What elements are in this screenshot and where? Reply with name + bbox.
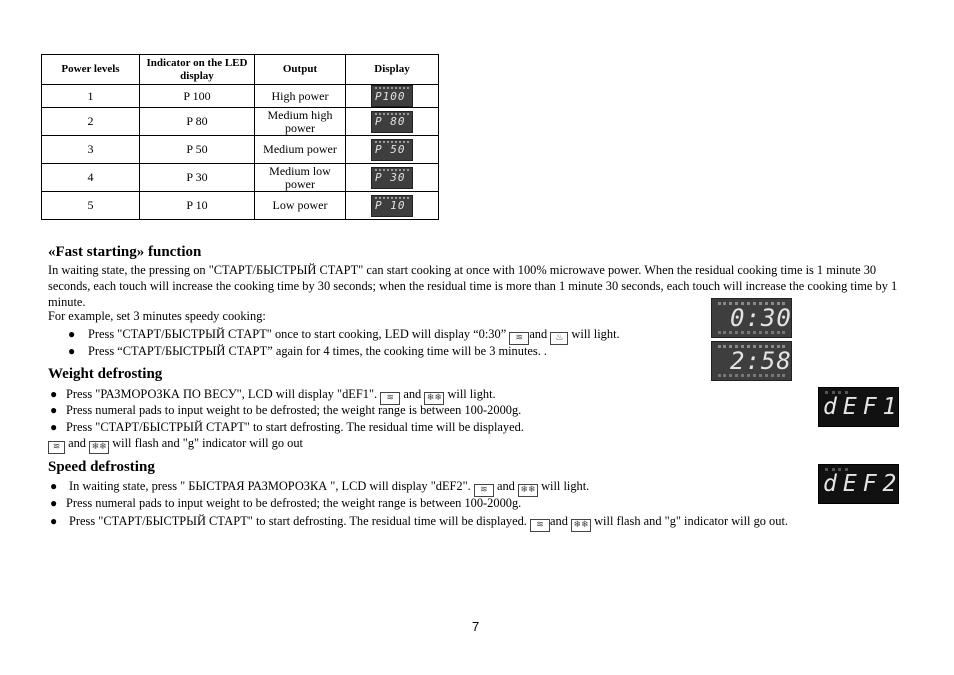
led-display xyxy=(371,111,413,133)
will-light-text: will light. xyxy=(447,387,496,401)
cell-level: 3 xyxy=(42,136,140,164)
will-light-text: will light. xyxy=(571,327,620,341)
lcd-display-def1 xyxy=(818,387,903,427)
cell-level: 2 xyxy=(42,108,140,136)
cell-display xyxy=(346,108,439,136)
header-output: Output xyxy=(255,55,346,85)
bullet: ● xyxy=(50,496,58,510)
and-text: and xyxy=(403,387,422,401)
bullet: ● xyxy=(50,514,58,528)
cell-indicator: P 10 xyxy=(140,192,255,220)
lcd-display-0-30 xyxy=(711,298,792,338)
microwave-icon: ≋ xyxy=(509,332,529,345)
lcd-display-2-58 xyxy=(711,341,792,381)
cell-level: 5 xyxy=(42,192,140,220)
led-display xyxy=(371,85,413,107)
bullet: ● xyxy=(50,420,58,434)
and-text: and xyxy=(68,436,86,450)
will-flash-text: will flash and "g" indicator will go out xyxy=(112,436,304,450)
weight-tail xyxy=(48,435,303,454)
lcd-text: 0:30 xyxy=(730,304,792,332)
table-row xyxy=(42,136,439,164)
header-power-levels: Power levels xyxy=(42,55,140,85)
fast-bullet-2: Press “СТАРТ/БЫСТРЫЙ СТАРТ” again for 4 times, the cooking time will be 3 minutes. . xyxy=(88,344,548,358)
speed-bullet-1-text: In waiting state, press " БЫСТРАЯ РАЗМОРОЗКА ", LCD will display "dEF2". xyxy=(69,479,471,493)
cell-indicator: P 100 xyxy=(140,85,255,108)
page-number: 7 xyxy=(472,619,480,634)
weight-bullet-1-text: Press "РАЗМОРОЗКА ПО ВЕСУ", LCD will display "dEF1". xyxy=(66,387,378,401)
led-text: P100 xyxy=(375,89,406,103)
fast-bullet-1-text: Press "СТАРТ/БЫСТРЫЙ СТАРТ" once to start cooking, LED will display “0:30” xyxy=(88,327,507,341)
cell-indicator: P 30 xyxy=(140,164,255,192)
snowflake-icon: ❄❄ xyxy=(571,519,591,532)
cell-level: 1 xyxy=(42,85,140,108)
table-row xyxy=(42,85,439,108)
will-light-text: will light. xyxy=(541,479,590,493)
bullet: ● xyxy=(50,403,58,417)
weight-defrost-heading: Weight defrosting xyxy=(48,366,163,382)
and-text: and xyxy=(529,327,548,341)
cell-display xyxy=(346,136,439,164)
cell-display xyxy=(346,164,439,192)
power-levels-table xyxy=(41,54,439,220)
lcd-text: dEF2 xyxy=(823,471,903,497)
fast-start-paragraph: In waiting state, the pressing on "СТАРТ/БЫСТРЫЙ СТАРТ" can start cooking at once with 100% microwave power. When the residual cooking time is 1 minute 30 seconds, each touch will increase the cooking time by 30 seconds; when the residual time is more than 1 minute 30 seconds, each touch will increase the cooking time by 1 minute. xyxy=(48,263,898,309)
cooking-icon: ♨ xyxy=(550,332,568,345)
microwave-icon: ≋ xyxy=(474,484,494,497)
table-header-row xyxy=(42,55,439,85)
led-text: P 30 xyxy=(375,171,406,184)
lcd-text: dEF1 xyxy=(823,394,903,420)
will-flash-text: will flash and "g" indicator will go out. xyxy=(594,514,788,528)
microwave-icon: ≋ xyxy=(48,441,65,454)
weight-bullet-2: Press numeral pads to input weight to be defrosted; the weight range is between 100-2000g. xyxy=(66,403,522,417)
snowflake-icon: ❄❄ xyxy=(424,392,444,405)
speed-bullet-3 xyxy=(69,513,788,532)
and-text: and xyxy=(496,479,515,493)
cell-output: Medium high power xyxy=(255,108,346,136)
led-display xyxy=(371,139,413,161)
bullet: ● xyxy=(68,344,76,358)
cell-output: Medium power xyxy=(255,136,346,164)
cell-output: Medium low power xyxy=(255,164,346,192)
microwave-icon: ≋ xyxy=(380,392,400,405)
lcd-display-def2 xyxy=(818,464,903,504)
led-text: P 80 xyxy=(375,115,406,128)
bullet: ● xyxy=(50,479,58,493)
header-display: Display xyxy=(346,55,439,85)
and-text: and xyxy=(550,514,568,528)
microwave-icon: ≋ xyxy=(530,519,550,532)
snowflake-icon: ❄❄ xyxy=(89,441,109,454)
snowflake-icon: ❄❄ xyxy=(518,484,538,497)
cell-indicator: P 50 xyxy=(140,136,255,164)
cell-display xyxy=(346,85,439,108)
bullet: ● xyxy=(68,327,76,341)
bullet: ● xyxy=(50,387,58,401)
table-row xyxy=(42,108,439,136)
cell-output: High power xyxy=(255,85,346,108)
table-row xyxy=(42,192,439,220)
led-display xyxy=(371,167,413,189)
fast-start-example: For example, set 3 minutes speedy cooking: xyxy=(48,309,266,323)
led-text: P 50 xyxy=(375,143,406,156)
cell-level: 4 xyxy=(42,164,140,192)
cell-display xyxy=(346,192,439,220)
weight-bullet-3: Press "СТАРТ/БЫСТРЫЙ СТАРТ" to start defrosting. The residual time will be displayed. xyxy=(66,420,524,434)
lcd-text: 2:58 xyxy=(730,347,792,375)
cell-output: Low power xyxy=(255,192,346,220)
table-row xyxy=(42,164,439,192)
led-text: P 10 xyxy=(375,199,406,212)
fast-start-heading: «Fast starting» function xyxy=(48,244,202,260)
cell-indicator: P 80 xyxy=(140,108,255,136)
speed-defrost-heading: Speed defrosting xyxy=(48,459,155,475)
header-indicator: Indicator on the LED display xyxy=(140,55,255,85)
speed-bullet-2: Press numeral pads to input weight to be defrosted; the weight range is between 100-2000g. xyxy=(66,496,522,510)
speed-bullet-3-text: Press "СТАРТ/БЫСТРЫЙ СТАРТ" to start defrosting. The residual time will be displayed. xyxy=(69,514,527,528)
led-display xyxy=(371,195,413,217)
